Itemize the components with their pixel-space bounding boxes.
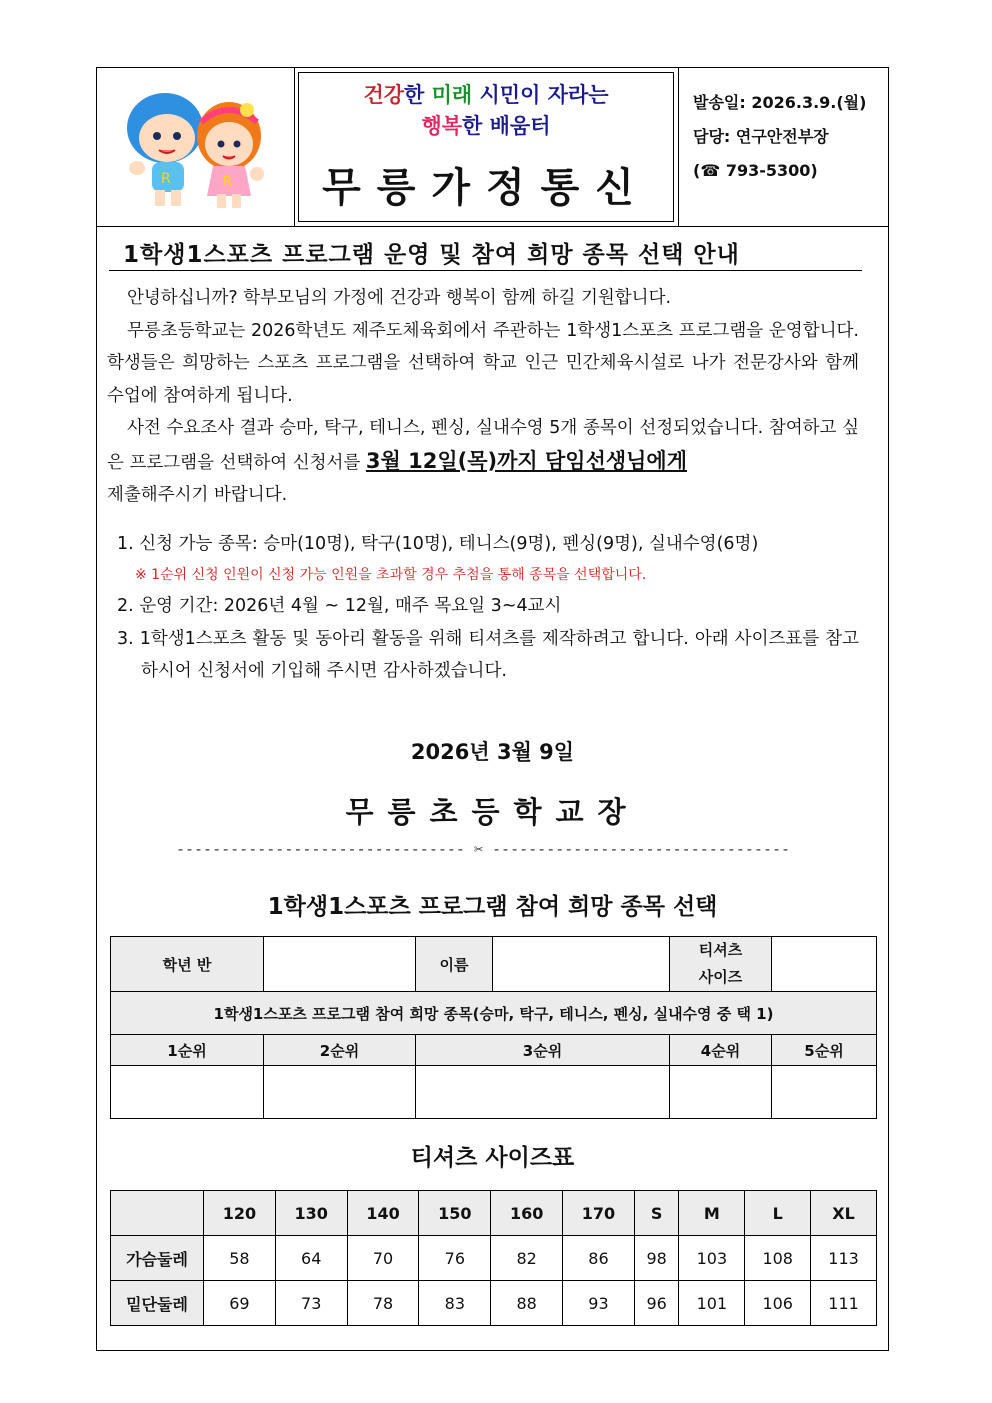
svg-text:R: R — [223, 175, 233, 190]
selection-paragraph — [107, 412, 859, 512]
size-header-cell: 150 — [419, 1191, 491, 1236]
notice-date: 2026년 3월 9일 — [410, 740, 575, 764]
selection-text: 사전 수요조사 결과 승마, 탁구, 테니스, 펜싱, 실내수영 5개 종목이 선정되었습니다. 참여하고 싶은 프로그램을 선택하여 신청서를 — [107, 418, 859, 473]
size-value-cell: 86 — [563, 1236, 635, 1281]
tshirt-size-label-2: 사이즈 — [698, 968, 743, 986]
svg-text:R: R — [161, 171, 171, 187]
size-value-cell: 113 — [811, 1236, 877, 1281]
size-value-cell: 111 — [811, 1281, 877, 1326]
size-header-cell: 120 — [204, 1191, 276, 1236]
size-value-cell: 58 — [204, 1236, 276, 1281]
size-table-title: 티셔츠 사이즈표 — [410, 1145, 575, 1171]
mascot-illustration — [97, 68, 295, 226]
size-table — [110, 1190, 877, 1326]
preference-header: 1학생1스포츠 프로그램 참여 희망 종목(승마, 탁구, 테니스, 펜싱, 실내수영 중 택 1) — [111, 992, 877, 1035]
list-item-sports: 1. 신청 가능 종목: 승마(10명), 탁구(10명), 테니스(9명), 펜싱(9명), 실내수영(6명) — [117, 533, 759, 554]
slogan-word: 한 배움터 — [462, 114, 551, 138]
slogan-word: 시민이 자라는 — [472, 83, 609, 107]
rank-field-5[interactable] — [772, 1066, 877, 1119]
size-value-cell: 88 — [491, 1281, 563, 1326]
deadline-text: 3월 12일(목)까지 담임선생님에게 — [365, 448, 688, 473]
size-corner — [111, 1191, 204, 1236]
size-value-cell: 96 — [634, 1281, 679, 1326]
size-value-cell: 98 — [634, 1236, 679, 1281]
size-value-cell: 82 — [491, 1236, 563, 1281]
slogan-line-2 — [299, 111, 673, 142]
issue-date: 발송일: 2026.3.9.(월) — [693, 93, 867, 112]
size-header-cell: 160 — [491, 1191, 563, 1236]
application-form-table — [110, 936, 877, 1119]
size-row-label: 밑단둘레 — [111, 1281, 204, 1326]
list-item-period: 2. 운영 기간: 2026년 4월 ~ 12월, 매주 목요일 3~4교시 — [117, 596, 562, 616]
grade-class-field[interactable] — [264, 937, 416, 992]
newsletter-frame — [96, 67, 889, 1351]
masthead-box — [298, 72, 674, 222]
size-header-cell: 170 — [563, 1191, 635, 1236]
size-header-cell: 130 — [275, 1191, 347, 1236]
rank-field-2[interactable] — [264, 1066, 416, 1119]
info-list — [107, 528, 859, 688]
size-value-cell: 108 — [745, 1236, 811, 1281]
slogan-word: 미래 — [431, 83, 473, 107]
slogan-line-1 — [299, 80, 673, 111]
form-title: 1학생1스포츠 프로그램 참여 희망 종목 선택 — [267, 894, 718, 920]
rank-label-2: 2순위 — [264, 1035, 416, 1066]
size-header-cell: XL — [811, 1191, 877, 1236]
program-paragraph: 무릉초등학교는 2026학년도 제주도체육회에서 주관하는 1학생1스포츠 프로그램을 운영합니다. 학생들은 희망하는 스포츠 프로그램을 선택하여 학교 인근 민간체육시설로 나가 전문강사와 함께 수업에 참여하게 됩니다. — [107, 320, 859, 406]
size-value-cell: 69 — [204, 1281, 276, 1326]
rank-field-1[interactable] — [111, 1066, 264, 1119]
list-item-tshirt: 3. 1학생1스포츠 활동 및 동아리 활동을 위해 티셔츠를 제작하려고 합니다. 아래 사이즈표를 참고하시어 신청서에 기입해 주시면 감사하겠습니다. — [117, 628, 859, 681]
cut-line: -------------------------------- ✂ --------------------------------- — [175, 840, 791, 858]
size-row-label: 가슴둘레 — [111, 1236, 204, 1281]
size-value-cell: 64 — [275, 1236, 347, 1281]
slogan-word: 한 — [404, 83, 432, 107]
slogan-word: 건강 — [363, 83, 405, 107]
phone-number: (☎ 793-5300) — [693, 161, 818, 180]
size-value-cell: 70 — [347, 1236, 419, 1281]
issue-info — [678, 68, 891, 226]
tshirt-size-field[interactable] — [772, 937, 877, 992]
lottery-note: ※ 1순위 신청 인원이 신청 가능 인원을 초과할 경우 추첨을 통해 종목을 선택합니다. — [135, 567, 647, 583]
tshirt-size-label-1: 티셔츠 — [698, 941, 743, 959]
greeting-paragraph: 안녕하십니까? 학부모님의 가정에 건강과 행복이 함께 하길 기원합니다. — [127, 288, 672, 308]
newsletter-header — [97, 68, 888, 227]
size-value-cell: 106 — [745, 1281, 811, 1326]
size-value-cell: 83 — [419, 1281, 491, 1326]
rank-label-5: 5순위 — [772, 1035, 877, 1066]
rank-field-3[interactable] — [416, 1066, 670, 1119]
name-label: 이름 — [416, 937, 493, 992]
size-value-cell: 78 — [347, 1281, 419, 1326]
size-value-cell: 73 — [275, 1281, 347, 1326]
masthead-title: 무릉가정통신 — [322, 165, 650, 211]
submit-text: 제출해주시기 바랍니다. — [107, 485, 288, 505]
tshirt-size-label — [670, 937, 772, 992]
notice-body — [107, 282, 859, 688]
size-value-cell: 101 — [679, 1281, 745, 1326]
title-underline — [109, 270, 862, 271]
size-header-cell: L — [745, 1191, 811, 1236]
size-value-cell: 103 — [679, 1236, 745, 1281]
name-field[interactable] — [493, 937, 670, 992]
grade-class-label: 학년 반 — [111, 937, 264, 992]
size-header-cell: S — [634, 1191, 679, 1236]
size-value-cell: 76 — [419, 1236, 491, 1281]
size-header-cell: 140 — [347, 1191, 419, 1236]
size-header-cell: M — [679, 1191, 745, 1236]
rank-field-4[interactable] — [670, 1066, 772, 1119]
rank-label-1: 1순위 — [111, 1035, 264, 1066]
notice-title-bar — [97, 228, 888, 272]
kids-mascot-icon — [97, 68, 294, 226]
department: 담당: 연구안전부장 — [693, 127, 829, 146]
rank-label-4: 4순위 — [670, 1035, 772, 1066]
slogan-word: 행복 — [421, 114, 463, 138]
rank-label-3: 3순위 — [416, 1035, 670, 1066]
principal-signature: 무릉초등학교장 — [345, 795, 640, 829]
size-value-cell: 93 — [563, 1281, 635, 1326]
notice-title: 1학생1스포츠 프로그램 운영 및 참여 희망 종목 선택 안내 — [123, 242, 740, 268]
